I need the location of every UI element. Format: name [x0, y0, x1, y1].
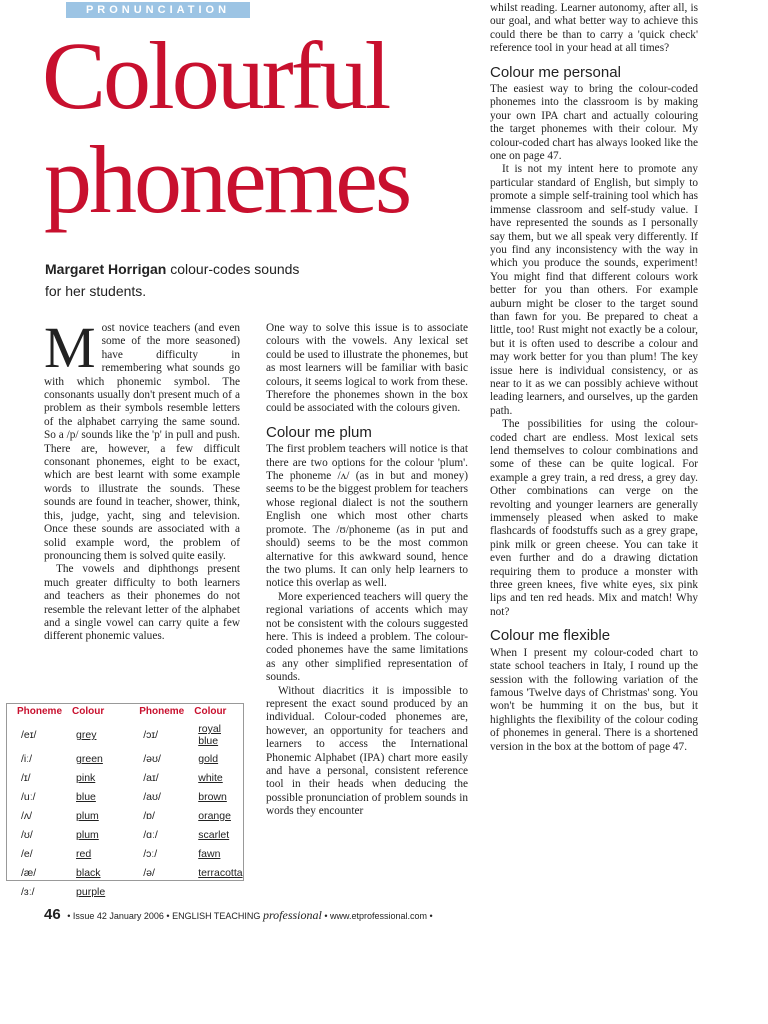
- phoneme-cell: /ɑː/: [143, 829, 158, 841]
- colour-cell: scarlet: [198, 829, 230, 841]
- phoneme-cell: /ə/: [143, 867, 155, 879]
- table-header: Colour: [72, 706, 105, 717]
- table-header: Phoneme: [139, 706, 185, 717]
- phoneme-colour-table: [6, 703, 244, 898]
- phoneme-cell: /ɒ/: [143, 810, 155, 822]
- colour-cell: orange: [198, 810, 231, 822]
- colour-cell: plum: [76, 810, 99, 822]
- paragraph: The vowels and diphthongs present much greater difficulty to both learners and teachers as their phonemes do not resemble the relevant letter of the alphabet and a single vowel can carry quite a few different phonemic values.: [44, 563, 240, 643]
- table-row: [7, 826, 243, 845]
- colour-cell: red: [76, 848, 92, 860]
- page-number: 46: [44, 906, 61, 923]
- byline-text: colour-codes sounds: [170, 261, 300, 277]
- gap: [105, 883, 129, 902]
- drop-cap: M: [44, 315, 96, 380]
- phoneme-cell: /e/: [21, 848, 33, 860]
- paragraph: The easiest way to bring the colour-coded phonemes into the classroom is by making your own IPA chart and actually colouring the target phonemes with their colour. My colour-coded chart has always looked like the one on page 47.: [490, 83, 698, 163]
- phoneme-cell: /uː/: [21, 791, 36, 803]
- gap: [105, 807, 129, 826]
- phoneme-cell: /aʊ/: [143, 791, 161, 803]
- table-row: [7, 769, 243, 788]
- colour-cell: white: [198, 772, 223, 784]
- colour-cell: green: [76, 753, 103, 765]
- phoneme-cell: /ʌ/: [21, 810, 33, 822]
- table-row: [7, 883, 243, 902]
- phoneme-cell: /aɪ/: [143, 772, 159, 784]
- gap: [105, 750, 129, 769]
- column-3: [490, 2, 698, 754]
- phoneme-cell: /eɪ/: [21, 729, 37, 741]
- section-heading: Colour me plum: [266, 423, 372, 441]
- section-heading: Colour me personal: [490, 63, 621, 81]
- table-header: Phoneme: [17, 706, 63, 717]
- table-header: Colour: [194, 706, 227, 717]
- table-row: [7, 750, 243, 769]
- colour-cell: brown: [198, 791, 227, 803]
- table-row: [7, 864, 243, 883]
- paragraph: One way to solve this issue is to associate colours with the vowels. Any lexical set could be used to illustrate the phonemes, but as most learners will be familiar with basic colours, it seems logical to work from these. Therefore the phonemes shown in the box could be associated with the colours given.: [266, 322, 468, 415]
- gap: [105, 769, 129, 788]
- table-row: [7, 721, 243, 750]
- paragraph: whilst reading. Learner autonomy, after all, is our goal, and what better way to achieve this could there be than to carry a 'quick check' reference tool in your head at all times?: [490, 2, 698, 55]
- page-footer: [44, 906, 433, 923]
- colour-cell: fawn: [198, 848, 221, 860]
- phoneme-cell: [129, 883, 184, 902]
- colour-cell: pink: [76, 772, 96, 784]
- colour-cell: blue: [76, 791, 96, 803]
- gap: [105, 864, 129, 883]
- gap: [105, 845, 129, 864]
- column-1: [44, 315, 240, 644]
- table-row: [7, 807, 243, 826]
- paragraph: Without diacritics it is impossible to represent the exact sound produced by an individual. Colour-coded phonemes are, however, an opportunity for teachers and learners to access the International Phonemic Alphabet (IPA) chart more easily and have a personal, consistent reference tool in their heads when deducing the possible pronunciation of problem sounds in words they encounter: [266, 684, 468, 818]
- phoneme-cell: /ʊ/: [21, 829, 33, 841]
- column-2: [266, 322, 468, 819]
- article-title-line-2: phonemes: [44, 126, 410, 233]
- table-row: [7, 845, 243, 864]
- paragraph: More experienced teachers will query the regional variations of accents which may not be consistent with the colours suggested here. This is indeed a problem. The colour-coded phonemes have the same limitations as any other simplified representation of sounds.: [266, 590, 468, 684]
- gap: [105, 826, 129, 845]
- section-banner: PRONUNCIATION: [66, 2, 250, 18]
- section-heading: Colour me flexible: [490, 627, 611, 645]
- colour-cell: [184, 883, 243, 902]
- website: • www.etprofessional.com •: [324, 911, 433, 921]
- gap: [105, 788, 129, 807]
- paragraph: It is not my intent here to promote any particular standard of English, but simply to promote a simple self-training tool which has immense classroom and self-study value. I have represented the sounds as I personally say them, but we all speak very differently. If you find any inconsistency with the way in which you produce the sounds, experiment! You might find that different colours work better for you than others. For example auburn might be closer to the target sound than fawn for you. Be prepared to cheat a little, too! Rust might not exactly be a colour, but it is often used to describe a colour and may work better for you than plum! The key issue here is individual consistency, or as near to it as we can possibly achieve without leading learners, and ourselves, up the garden path.: [490, 163, 698, 417]
- phoneme-cell: /æ/: [21, 867, 37, 879]
- phoneme-cell: /ɔː/: [143, 848, 158, 860]
- issue-info: • Issue 42 January 2006 • ENGLISH TEACHING: [67, 911, 261, 921]
- colour-cell: grey: [76, 729, 97, 741]
- phoneme-cell: /ɔɪ/: [143, 729, 159, 741]
- byline-text-2: for her students.: [45, 283, 147, 299]
- magazine-name: professional: [262, 908, 322, 922]
- paragraph: The first problem teachers will notice is that there are two options for the colour 'plum'. The phoneme /ʌ/ (as in but and money) seems to be the biggest problem for teachers whose regional dialect is not the southern English one which most other charts promote. The /ʊ/phoneme (as in put and should) seems to be the most common alternative for this awkward sound, hence the two plums. It can only help learners to notice this overlap as well.: [266, 443, 468, 590]
- author-name: Margaret Horrigan: [45, 261, 167, 277]
- paragraph: The possibilities for using the colour-coded chart are endless. Most lexical sets lend themselves to colour combinations and some of these can be quite logical. For example a grey train, a red dress, a grey day. Other combinations can verge on the revolting and younger learners are generally immensely pleased when asked to make flashcards of foodstuffs such as a grey grape, pink milk or green cheese. You can take it even further and do a drawing dictation requiring them to produce a monster with three green knees, five white eyes, six pink lips and ten red heads. Mix and match! Why not?: [490, 418, 698, 618]
- paragraph: When I present my colour-coded chart to state school teachers in Italy, I round up the session with the following variation of the famous 'Twelve days of Christmas' song. You won't be humming it on the bus, but it highlights the flexibility of the colour coding of phonemes in general. There is a shortened version in the box at the bottom of page 47.: [490, 646, 698, 753]
- phoneme-cell: /ɪ/: [21, 772, 31, 784]
- gap: [105, 721, 129, 750]
- byline: [45, 258, 465, 302]
- table-row: [7, 788, 243, 807]
- article-title-line-1: Colourful: [42, 22, 389, 129]
- phoneme-cell: /əʊ/: [143, 753, 161, 765]
- paragraph: ost novice teachers (and even some of the more seasoned) have difficulty in remembering what sounds go with which phonemic symbol. The consonants usually don't present much of a problem as their symbols resemble letters of the alphabet carrying the same sound. So a /p/ sounds like the 'p' in pull and push. There are, however, a few difficult consonant phonemes, eight to be exact, which are best learnt with some example words to illustrate the sounds. These sounds are found in teacher, shower, think, this, judge, yacht, sing and television. Once these sounds are associated with a solid example word, the problem of pronouncing them is solved quite easily.: [44, 322, 240, 562]
- colour-cell: royal blue: [198, 723, 221, 747]
- colour-cell: purple: [76, 886, 106, 898]
- colour-cell: terracotta: [198, 867, 243, 879]
- colour-cell: gold: [198, 753, 219, 765]
- colour-cell: plum: [76, 829, 99, 841]
- phoneme-cell: /ɜː/: [21, 886, 35, 898]
- colour-cell: black: [76, 867, 101, 879]
- phoneme-cell: /iː/: [21, 753, 33, 765]
